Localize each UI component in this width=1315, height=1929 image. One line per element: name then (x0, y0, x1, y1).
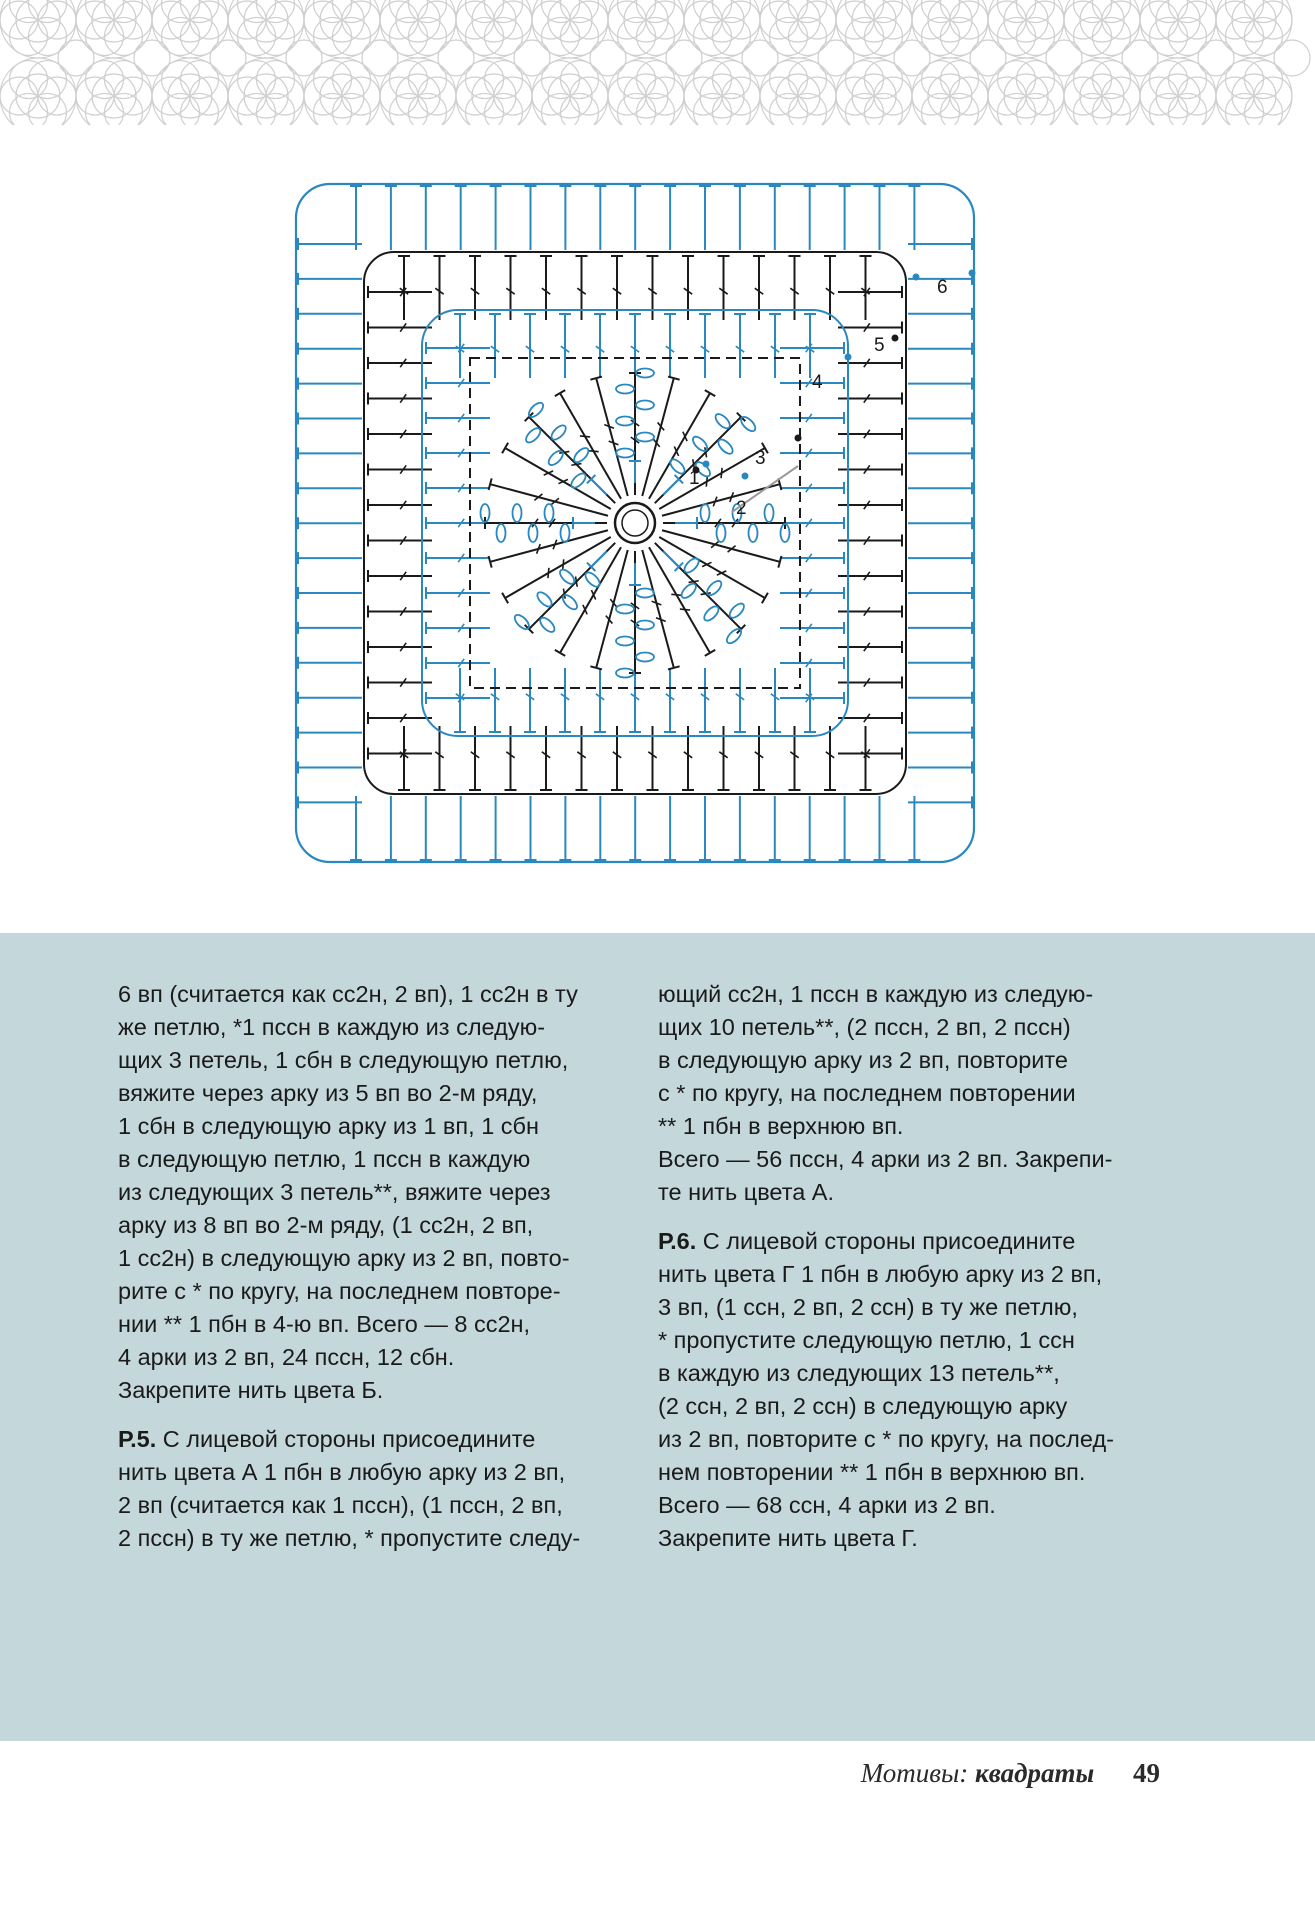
text-line: рите с * по кругу, на последнем повторе- (118, 1278, 561, 1304)
text-line: Закрепите нить цвета Г. (658, 1525, 918, 1551)
text-line: же петлю, *1 пссн в каждую из следую- (118, 1014, 546, 1040)
radial-stitch (490, 484, 608, 516)
chain-stitch (497, 524, 506, 542)
stitch-bar (721, 468, 722, 478)
text-line: щих 3 петель, 1 сбн в следующую петлю, (118, 1047, 569, 1073)
ornament-circle (970, 40, 1006, 76)
chain-stitch (724, 627, 743, 646)
chain-stitch (549, 423, 568, 442)
chain-stitch (668, 457, 687, 476)
petal-stitch (663, 551, 679, 567)
round-label-2: 2 (736, 498, 747, 519)
page-footer (861, 1758, 1160, 1798)
center-ring (615, 503, 655, 543)
text-line: в следующую петлю, 1 пссн в каждую (118, 1146, 531, 1172)
text-line: нии ** 1 пбн в 4-ю вп. Всего — 8 сс2н, (118, 1311, 531, 1337)
round-5-first-line: С лицевой стороны присоедините (156, 1426, 536, 1452)
stitch-top (762, 593, 768, 603)
ornament-circle (1274, 40, 1310, 76)
text-line: Закрепите нить цвета Б. (118, 1377, 384, 1403)
text-line: (2 ссн, 2 вп, 2 ссн) в следующую арку (658, 1393, 1068, 1419)
chain-stitch (583, 570, 602, 589)
chain-stitch (616, 605, 634, 614)
join-dot (845, 354, 852, 361)
round-label-5: 5 (874, 335, 885, 356)
stitch-top (705, 390, 715, 396)
ornament-circle (666, 40, 702, 76)
stitch-top (555, 390, 565, 396)
chain-stitch (727, 601, 746, 620)
footer-subsection: квадраты (975, 1758, 1095, 1788)
ornament-circle (134, 40, 170, 76)
chain-stitch (682, 556, 701, 575)
radial-stitch (649, 547, 710, 653)
magic-ring (615, 503, 655, 543)
chain-stitch (679, 581, 698, 600)
chain-stitch (701, 504, 710, 522)
ornament-circle (514, 40, 550, 76)
text-line: нем повторении ** 1 пбн в верхнюю вп. (658, 1459, 1086, 1485)
ornament-circle (590, 40, 626, 76)
ornament-circle (742, 40, 778, 76)
text-line: с * по кругу, на последнем повторении (658, 1080, 1076, 1106)
instructions-panel (0, 933, 1315, 1741)
left-column (118, 978, 648, 1571)
text-line: Всего — 56 пссн, 4 арки из 2 вп. Закрепи- (658, 1146, 1113, 1172)
chain-stitch (546, 448, 565, 467)
chain-stitch (702, 604, 721, 623)
chain-stitch (705, 579, 724, 598)
chain-stitch (569, 471, 588, 490)
text-line: 1 сбн в следующую арку из 1 вп, 1 сбн (118, 1113, 539, 1139)
radial-stitch (642, 378, 674, 496)
paragraph-round-5-continued (658, 978, 1188, 1209)
stitch-bar (680, 609, 690, 610)
round-6-outline (296, 184, 974, 862)
paragraph-round-4-continued (118, 978, 648, 1407)
round-label-1: 1 (689, 468, 700, 489)
header-ornament (0, 0, 1315, 125)
stitch-bar (548, 568, 549, 578)
magic-ring-inner (622, 510, 648, 536)
ornament-circle (362, 40, 398, 76)
text-line (658, 1225, 1188, 1258)
text-line: * пропустите следующую петлю, 1 ссн (658, 1327, 1075, 1353)
chain-stitch (524, 426, 543, 445)
ornament-circle (818, 40, 854, 76)
round-5-label: Р.5. (118, 1426, 157, 1452)
stitch-bar (671, 594, 681, 595)
join-dot (913, 274, 920, 281)
chain-stitch (526, 400, 545, 419)
text-line: ющий сс2н, 1 пссн в каждую из следую- (658, 981, 1094, 1007)
chain-stitch (616, 385, 634, 394)
join-dot (795, 435, 802, 442)
stitch-top (555, 650, 565, 656)
chain-stitch (636, 653, 654, 662)
footer-section: Мотивы: (860, 1758, 969, 1788)
radial-stitch (560, 393, 621, 499)
chain-stitch (572, 446, 591, 465)
chain-stitch (636, 401, 654, 410)
radial-stitch (662, 484, 780, 516)
text-line: ** 1 пбн в верхнюю вп. (658, 1113, 904, 1139)
stitch-top (502, 593, 508, 603)
paragraph-round-6 (658, 1225, 1188, 1555)
stitch-bar (576, 577, 578, 587)
ornament-circle (210, 40, 246, 76)
paragraph-round-5 (118, 1423, 648, 1555)
radial-stitch (596, 550, 628, 668)
text-line: 4 арки из 2 вп, 24 пссн, 12 сбн. (118, 1344, 455, 1370)
stitch-top (502, 443, 508, 453)
ornament-pattern (0, 0, 1310, 125)
join-dot (703, 461, 710, 468)
petal-stitch (591, 551, 607, 567)
text-line: 1 сс2н) в следующую арку из 2 вп, повто- (118, 1245, 570, 1271)
chain-stitch (749, 524, 758, 542)
text-line: в следующую арку из 2 вп, повторите (658, 1047, 1068, 1073)
text-line (118, 1423, 648, 1456)
petal-stitch (663, 479, 679, 495)
join-dot (969, 270, 976, 277)
ornament-circle (1198, 40, 1234, 76)
chain-stitch (513, 504, 522, 522)
ornament-circle (894, 40, 930, 76)
stitch-bar (689, 581, 699, 583)
chain-stitch (545, 504, 554, 522)
chain-stitch (739, 414, 758, 433)
ornament-circle (1122, 40, 1158, 76)
text-line: 3 вп, (1 ссн, 2 вп, 2 ссн) в ту же петлю, (658, 1294, 1078, 1320)
radial-stitch (642, 550, 674, 668)
chain-stitch (616, 637, 634, 646)
ornament-circle (1046, 40, 1082, 76)
chain-stitch (765, 504, 774, 522)
stitch-bar (580, 436, 590, 437)
chain-stitch (636, 589, 654, 598)
chain-stitch (616, 449, 634, 458)
petal-stitch (591, 479, 607, 495)
page-number: 49 (1133, 1758, 1160, 1788)
radial-stitches (485, 373, 785, 673)
round-label-3: 3 (755, 448, 766, 469)
chain-stitch (716, 437, 735, 456)
join-dot (892, 335, 899, 342)
radial-stitch (662, 530, 780, 562)
round-6-label: Р.6. (658, 1228, 697, 1254)
ornament-circle (438, 40, 474, 76)
text-line: нить цвета Г 1 пбн в любую арку из 2 вп, (658, 1261, 1103, 1287)
round-label-4: 4 (812, 372, 823, 393)
text-line: те нить цвета А. (658, 1179, 835, 1205)
chain-stitch (691, 434, 710, 453)
text-line: нить цвета А 1 пбн в любую арку из 2 вп, (118, 1459, 566, 1485)
join-dot (742, 473, 749, 480)
stitch-bar (706, 476, 707, 486)
text-line: арку из 8 вп во 2-м ряду, (1 сс2н, 2 вп, (118, 1212, 534, 1238)
chain-stitch (636, 433, 654, 442)
radial-stitch (596, 378, 628, 496)
chain-stitch (717, 524, 726, 542)
text-line: в каждую из следующих 13 петель**, (658, 1360, 1060, 1386)
stitch-bar (571, 464, 581, 466)
text-line: Всего — 68 ссн, 4 арки из 2 вп. (658, 1492, 996, 1518)
radial-stitch (490, 530, 608, 562)
radial-stitch (505, 537, 611, 598)
round-6 (296, 184, 974, 862)
chain-stitch (535, 590, 554, 609)
round-6-first-line: С лицевой стороны присоедините (696, 1228, 1076, 1254)
text-line: 2 пссн) в ту же петлю, * пропустите следу- (118, 1525, 581, 1551)
chain-stitch (713, 412, 732, 431)
stitch-bar (563, 559, 564, 569)
ornament-circle (286, 40, 322, 76)
join-markers (693, 270, 976, 513)
text-line: 6 вп (считается как сс2н, 2 вп), 1 сс2н в ту (118, 981, 578, 1007)
text-line: вяжите через арку из 5 вп во 2-м ряду, (118, 1080, 538, 1106)
text-line: из 2 вп, повторите с * по кругу, на послед- (658, 1426, 1114, 1452)
chain-stitch (538, 615, 557, 634)
text-line: 2 вп (считается как 1 пссн), (1 пссн, 2 вп, (118, 1492, 563, 1518)
text-line: из следующих 3 петель**, вяжите через (118, 1179, 551, 1205)
crochet-chart (292, 180, 978, 866)
stitch-bar (588, 451, 598, 452)
right-column (658, 978, 1188, 1571)
chain-stitch (558, 567, 577, 586)
stitch-top (705, 650, 715, 656)
ornament-circle (58, 40, 94, 76)
chain-stitch (512, 612, 531, 631)
chain-stitch (561, 524, 570, 542)
text-line: щих 10 петель**, (2 пссн, 2 вп, 2 пссн) (658, 1014, 1071, 1040)
round-label-6: 6 (937, 277, 948, 298)
chain-stitch (560, 593, 579, 612)
